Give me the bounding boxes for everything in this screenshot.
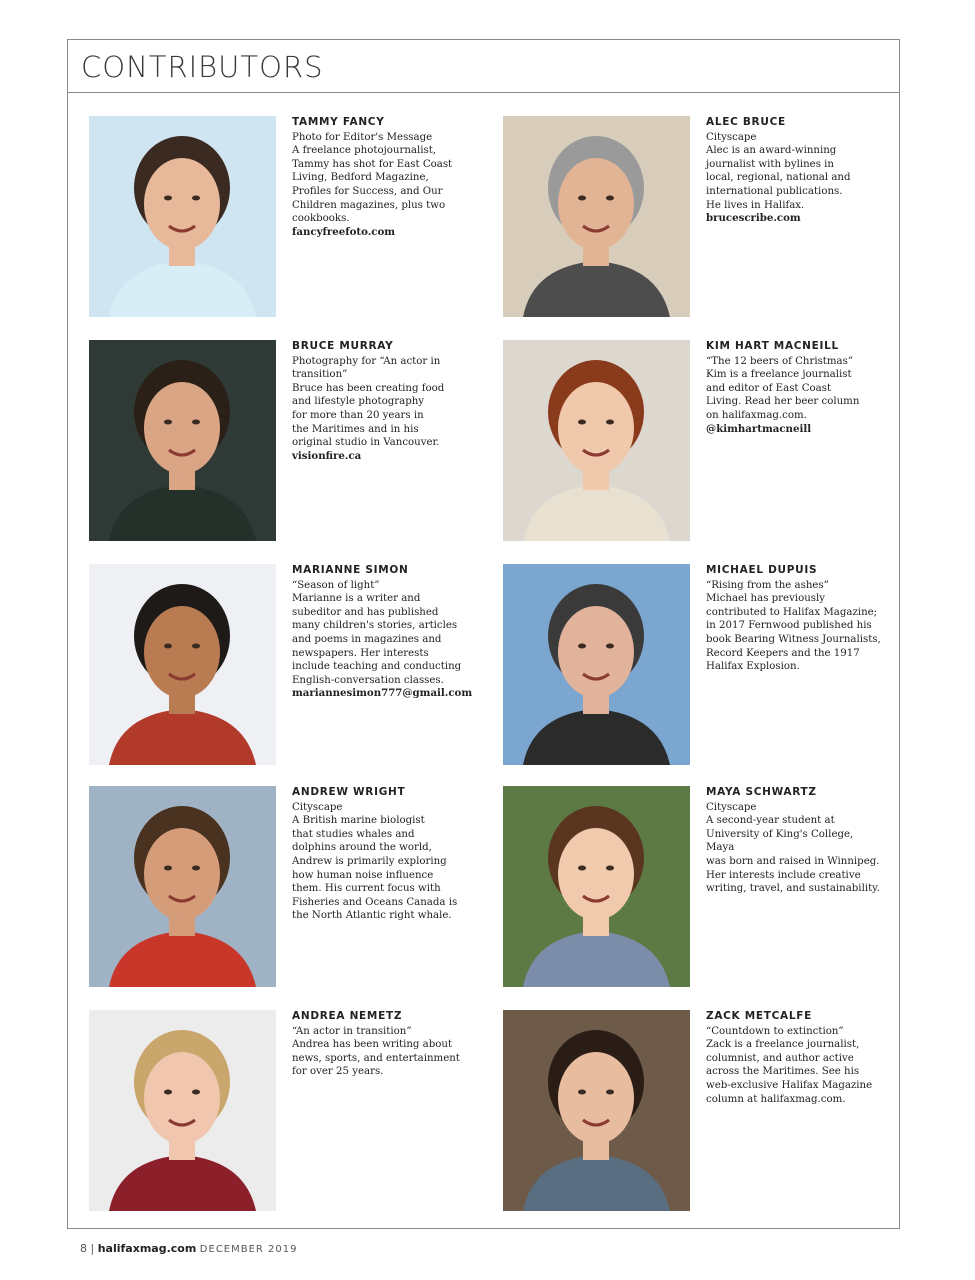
bio-line: how human noise influence (292, 869, 434, 881)
bio-line: “Rising from the ashes” (706, 579, 829, 591)
contributor-name: ALEC BRUCE (706, 116, 786, 128)
contributor-entry (503, 116, 893, 321)
bio-line: Record Keepers and the 1917 (706, 647, 860, 659)
bio-line: Bruce has been creating food (292, 382, 445, 394)
portrait-illustration (89, 116, 276, 317)
contributor-name: MICHAEL DUPUIS (706, 564, 818, 576)
contributor-link[interactable]: fancyfreefoto.com (292, 225, 396, 238)
bio-line: Cityscape (292, 801, 343, 813)
contributor-entry (89, 116, 479, 321)
page-footer (80, 1242, 298, 1255)
contributor-link[interactable]: visionfire.ca (292, 449, 362, 462)
bio-line: Photo for Editor's Message (292, 131, 433, 143)
bio-line: Andrea has been writing about (292, 1039, 453, 1051)
portrait-illustration (503, 786, 690, 987)
portrait-illustration (503, 340, 690, 541)
contributor-link[interactable]: @kimhartmacneill (706, 422, 812, 435)
contributor-entry (89, 564, 479, 769)
bio-line: web-exclusive Halifax Magazine (706, 1079, 873, 1091)
bio-line: A second-year student at (706, 815, 835, 827)
bio-line: “Season of light” (292, 579, 380, 591)
bio-line: column at halifaxmag.com. (706, 1093, 846, 1105)
contributor-bio (292, 116, 470, 239)
bio-line: He lives in Halifax. (706, 199, 805, 211)
bio-line: across the Maritimes. See his (706, 1066, 860, 1078)
bio-line: Fisheries and Oceans Canada is (292, 896, 458, 908)
contributor-name: BRUCE MURRAY (292, 340, 394, 352)
contributor-photo (503, 340, 690, 541)
bio-line: Living, Bedford Magazine, (292, 172, 429, 184)
contributor-name: MAYA SCHWARTZ (706, 786, 817, 798)
bio-line: columnist, and author active (706, 1052, 854, 1064)
bio-line: Cityscape (706, 801, 757, 813)
contributor-name: MARIANNE SIMON (292, 564, 409, 576)
bio-line: include teaching and conducting (292, 661, 462, 673)
bio-line: Alec is an award-winning (706, 145, 837, 157)
bio-line: and editor of East Coast (706, 382, 832, 394)
bio-line: subeditor and has published (292, 606, 439, 618)
bio-line: Marianne is a writer and (292, 593, 421, 605)
bio-line: many children's stories, articles (292, 620, 458, 632)
header-bar (68, 40, 899, 93)
portrait-illustration (89, 340, 276, 541)
bio-line: the Maritimes and in his (292, 423, 419, 435)
contributor-bio (706, 786, 884, 896)
bio-line: and poems in magazines and (292, 633, 442, 645)
bio-line: University of King's College, Maya (706, 828, 857, 854)
bio-line: “Countdown to extinction” (706, 1025, 844, 1037)
bio-line: for over 25 years. (292, 1066, 384, 1078)
portrait-illustration (89, 564, 276, 765)
bio-line: the North Atlantic right whale. (292, 910, 452, 922)
bio-line: Andrew is primarily exploring (292, 855, 447, 867)
contributor-photo (503, 1010, 690, 1211)
contributor-bio (706, 564, 884, 674)
contributor-photo (89, 564, 276, 765)
bio-line: dolphins around the world, (292, 842, 432, 854)
bio-line: “An actor in transition” (292, 1025, 412, 1037)
contributor-entry (89, 340, 479, 545)
contributor-name: ANDREW WRIGHT (292, 786, 406, 798)
portrait-illustration (89, 1010, 276, 1211)
contributor-photo (89, 1010, 276, 1211)
contributor-photo (503, 786, 690, 987)
contributor-photo (89, 340, 276, 541)
bio-line: book Bearing Witness Journalists, (706, 633, 881, 645)
bio-line: on halifaxmag.com. (706, 409, 807, 421)
contributor-entry (503, 786, 893, 991)
contributor-bio (706, 340, 884, 436)
portrait-illustration (503, 1010, 690, 1211)
bio-line: contributed to Halifax Magazine; (706, 606, 878, 618)
contributor-entry (89, 1010, 479, 1215)
bio-line: English-conversation classes. (292, 674, 444, 686)
bio-line: Cityscape (706, 131, 757, 143)
contributor-bio (292, 340, 470, 463)
bio-line: Photography for “An actor in (292, 355, 441, 367)
contributor-entry (503, 340, 893, 545)
bio-line: Profiles for Success, and Our (292, 185, 443, 197)
contributor-link[interactable]: brucescribe.com (706, 212, 801, 225)
footer-date: DECEMBER 2019 (199, 1244, 298, 1255)
bio-line: Halifax Explosion. (706, 661, 800, 673)
bio-line: newspapers. Her interests (292, 647, 429, 659)
contributor-name: KIM HART MACNEILL (706, 340, 839, 352)
contributor-photo (89, 786, 276, 987)
page-title: CONTRIBUTORS (81, 50, 324, 84)
bio-line: local, regional, national and (706, 172, 851, 184)
bio-line: A freelance photojournalist, (292, 145, 437, 157)
footer-site: halifaxmag.com (97, 1242, 197, 1255)
bio-line: writing, travel, and sustainability. (706, 883, 880, 895)
bio-line: Living. Read her beer column (706, 396, 860, 408)
bio-line: original studio in Vancouver. (292, 437, 440, 449)
contributor-name: TAMMY FANCY (292, 116, 385, 128)
bio-line: was born and raised in Winnipeg. (706, 855, 880, 867)
portrait-illustration (503, 116, 690, 317)
contributor-bio (706, 116, 884, 226)
bio-line: for more than 20 years in (292, 409, 424, 421)
bio-line: Michael has previously (706, 593, 826, 605)
footer-separator: | (90, 1242, 95, 1255)
contributor-bio (706, 1010, 884, 1106)
bio-line: news, sports, and entertainment (292, 1052, 460, 1064)
contributor-bio (292, 786, 470, 923)
contributor-photo (89, 116, 276, 317)
bio-line: and lifestyle photography (292, 396, 425, 408)
bio-line: Tammy has shot for East Coast (292, 158, 453, 170)
bio-line: in 2017 Fernwood published his (706, 620, 872, 632)
contributor-entry (503, 564, 893, 769)
page-number: 8 (80, 1242, 87, 1255)
bio-line: international publications. (706, 185, 843, 197)
bio-line: them. His current focus with (292, 883, 441, 895)
contributor-bio (292, 1010, 470, 1079)
contributor-name: ZACK METCALFE (706, 1010, 812, 1022)
bio-line: Children magazines, plus two (292, 199, 446, 211)
contributor-bio (292, 564, 473, 701)
contributor-link[interactable]: mariannesimon777@gmail.com (292, 687, 473, 700)
portrait-illustration (503, 564, 690, 765)
bio-line: “The 12 beers of Christmas” (706, 355, 854, 367)
bio-line: journalist with bylines in (706, 158, 834, 170)
bio-line: transition” (292, 369, 348, 381)
contributor-name: ANDREA NEMETZ (292, 1010, 403, 1022)
bio-line: Zack is a freelance journalist, (706, 1039, 860, 1051)
contributor-photo (503, 564, 690, 765)
bio-line: that studies whales and (292, 828, 415, 840)
bio-line: Kim is a freelance journalist (706, 369, 852, 381)
contributor-photo (503, 116, 690, 317)
contributor-entry (89, 786, 479, 991)
bio-line: Her interests include creative (706, 869, 861, 881)
contributor-entry (503, 1010, 893, 1215)
portrait-illustration (89, 786, 276, 987)
bio-line: cookbooks. (292, 213, 350, 225)
bio-line: A British marine biologist (292, 815, 425, 827)
